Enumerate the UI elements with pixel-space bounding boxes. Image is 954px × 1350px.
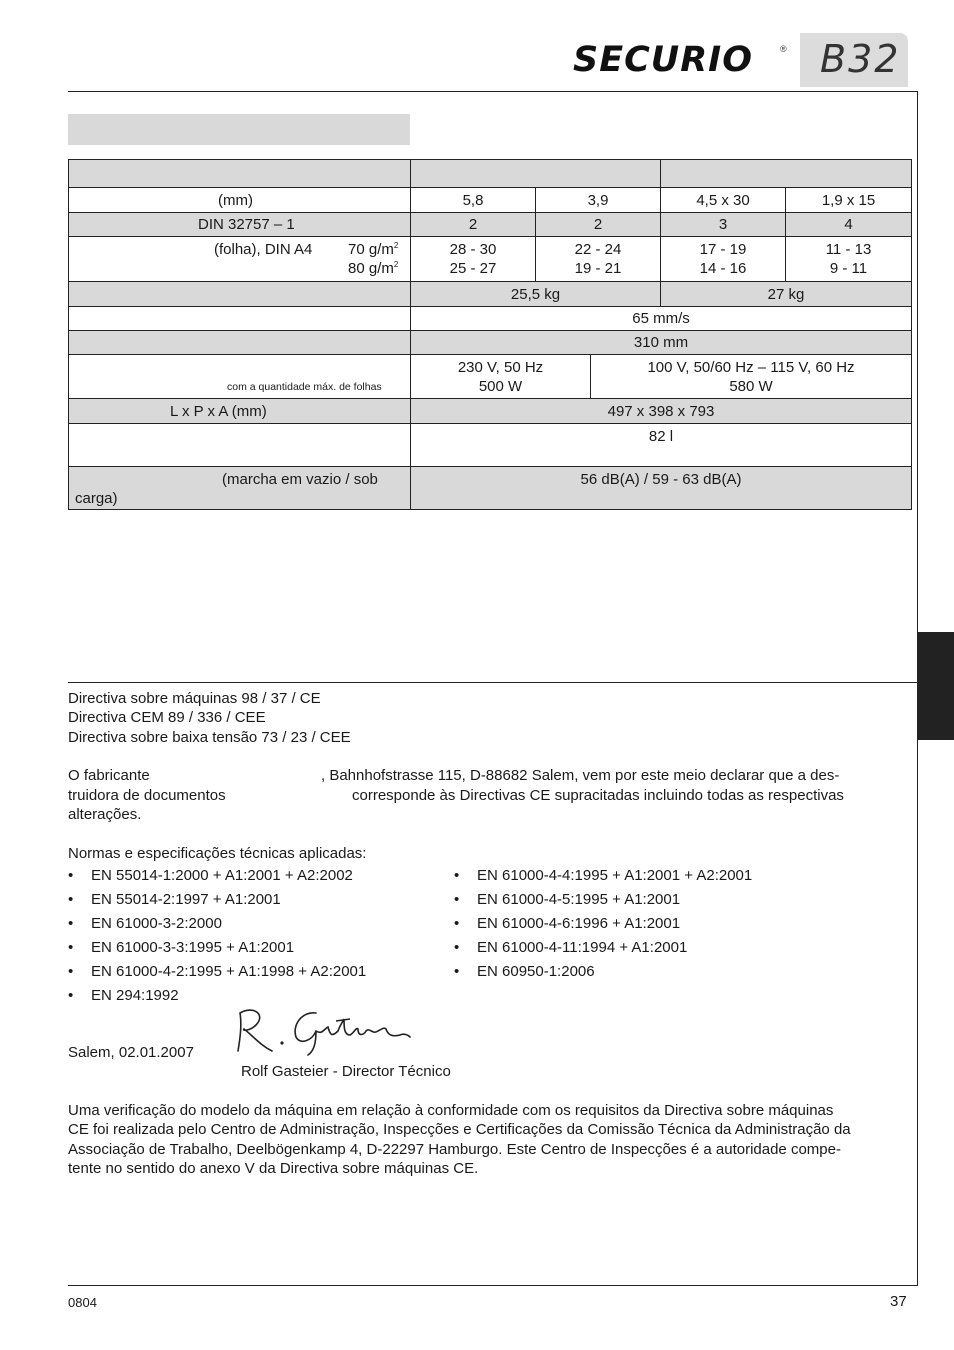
- verification-text: tente no sentido do anexo V da Directiva sobre máquinas CE.: [68, 1160, 479, 1177]
- table-cell: 2: [410, 213, 535, 236]
- language-side-tab: [917, 632, 954, 740]
- table-cell: 4: [785, 213, 911, 236]
- table-row: [69, 236, 911, 281]
- table-row: [69, 281, 911, 306]
- list-item: • EN 55014-2:1997 + A1:2001: [68, 891, 281, 908]
- page-number: 37: [890, 1293, 907, 1310]
- manufacturer-text: corresponde às Directivas CE supracitadas incluindo todas as respectivas: [352, 787, 844, 804]
- table-header-row: [69, 160, 911, 187]
- table-cell: 230 V, 50 Hz 500 W: [410, 355, 590, 398]
- list-item: • EN 61000-4-2:1995 + A1:1998 + A2:2001: [68, 963, 367, 980]
- list-item: • EN 61000-4-6:1996 + A1:2001: [454, 915, 681, 932]
- header-rule: [68, 91, 918, 92]
- noise-label: (marcha em vazio / sob: [222, 471, 378, 488]
- table-row: [69, 306, 911, 330]
- table-cell: 17 - 19 14 - 16: [660, 237, 785, 281]
- verification-text: Associação de Trabalho, Deelbögenkamp 4, D-22297 Hamburgo. Este Centro de Inspecções é a autoridade compe-: [68, 1141, 841, 1158]
- directive-line: Directiva CEM 89 / 336 / CEE: [68, 709, 266, 726]
- norms-title: Normas e especificações técnicas aplicadas:: [68, 845, 367, 862]
- table-cell: 25,5 kg: [410, 282, 660, 306]
- table-cell: 1,9 x 15: [785, 188, 911, 212]
- table-row: [69, 187, 911, 212]
- table-row: [69, 466, 911, 509]
- power-note: com a quantidade máx. de folhas: [227, 381, 382, 393]
- table-row: [69, 398, 911, 423]
- manufacturer-text: truidora de documentos: [68, 787, 226, 804]
- list-item: • EN 55014-1:2000 + A1:2001 + A2:2002: [68, 867, 353, 884]
- norms-list-right: [454, 864, 752, 984]
- table-cell: 28 - 30 25 - 27: [410, 237, 535, 281]
- table-row: [69, 354, 911, 398]
- manufacturer-text: O fabricante: [68, 767, 150, 784]
- manufacturer-text: , Bahnhofstrasse 115, D-88682 Salem, vem por este meio declarar que a des-: [321, 767, 840, 784]
- place-date: Salem, 02.01.2007: [68, 1044, 194, 1061]
- manufacturer-text: alterações.: [68, 806, 142, 823]
- noise-label-cont: carga): [75, 490, 118, 507]
- section-heading-bar: [68, 114, 410, 145]
- dimensions-label: L x P x A (mm): [170, 403, 267, 420]
- brand-logo: SECURIO: [573, 40, 753, 80]
- table-row: [69, 330, 911, 354]
- table-cell: 4,5 x 30: [660, 188, 785, 212]
- cut-width-label: (mm): [218, 192, 253, 209]
- table-cell: 3,9: [535, 188, 660, 212]
- table-cell: 56 dB(A) / 59 - 63 dB(A): [410, 467, 911, 509]
- table-row: [69, 212, 911, 236]
- list-item: • EN 60950-1:2006: [454, 963, 595, 980]
- handwritten-signature: [232, 1005, 412, 1057]
- table-cell: 3: [660, 213, 785, 236]
- list-item: • EN 61000-3-2:2000: [68, 915, 222, 932]
- model-name: B32: [820, 37, 901, 81]
- table-cell: 82 l: [410, 424, 911, 466]
- list-item: • EN 294:1992: [68, 987, 179, 1004]
- footer-code: 0804: [68, 1295, 97, 1310]
- table-cell: 310 mm: [410, 331, 911, 354]
- declaration-rule: [68, 682, 918, 683]
- paper-weight-70: 70 $g/m^2$: [348, 241, 399, 258]
- capacity-label: (folha), DIN A4: [214, 241, 313, 258]
- paper-weight-80: 80 $g/m^2$: [348, 260, 399, 277]
- signer-name: Rolf Gasteier - Director Técnico: [241, 1063, 451, 1080]
- table-cell: 5,8: [410, 188, 535, 212]
- table-cell: 2: [535, 213, 660, 236]
- list-item: • EN 61000-4-5:1995 + A1:2001: [454, 891, 681, 908]
- table-row: [69, 423, 911, 466]
- table-cell: 27 kg: [660, 282, 911, 306]
- list-item: • EN 61000-3-3:1995 + A1:2001: [68, 939, 295, 956]
- table-cell: 497 x 398 x 793: [410, 399, 911, 423]
- table-cell: 22 - 24 19 - 21: [535, 237, 660, 281]
- norms-list-left: [68, 864, 366, 1008]
- security-level-label: DIN 32757 – 1: [198, 216, 295, 233]
- verification-text: Uma verificação do modelo da máquina em relação à conformidade com os requisitos da Directiva sobre máquinas: [68, 1102, 834, 1119]
- list-item: • EN 61000-4-4:1995 + A1:2001 + A2:2001: [454, 867, 753, 884]
- list-item: • EN 61000-4-11:1994 + A1:2001: [454, 939, 688, 956]
- table-cell: 11 - 13 9 - 11: [785, 237, 911, 281]
- registered-mark: ®: [780, 44, 787, 54]
- verification-text: CE foi realizada pelo Centro de Administração, Inspecções e Certificações da Comissão Técnica da Administração da: [68, 1121, 851, 1138]
- table-cell: 100 V, 50/60 Hz – 115 V, 60 Hz 580 W: [590, 355, 911, 398]
- directive-line: Directiva sobre baixa tensão 73 / 23 / CEE: [68, 729, 351, 746]
- directive-line: Directiva sobre máquinas 98 / 37 / CE: [68, 690, 321, 707]
- table-cell: 65 mm/s: [410, 307, 911, 330]
- technical-data-table: [68, 159, 912, 510]
- footer-rule: [68, 1285, 918, 1286]
